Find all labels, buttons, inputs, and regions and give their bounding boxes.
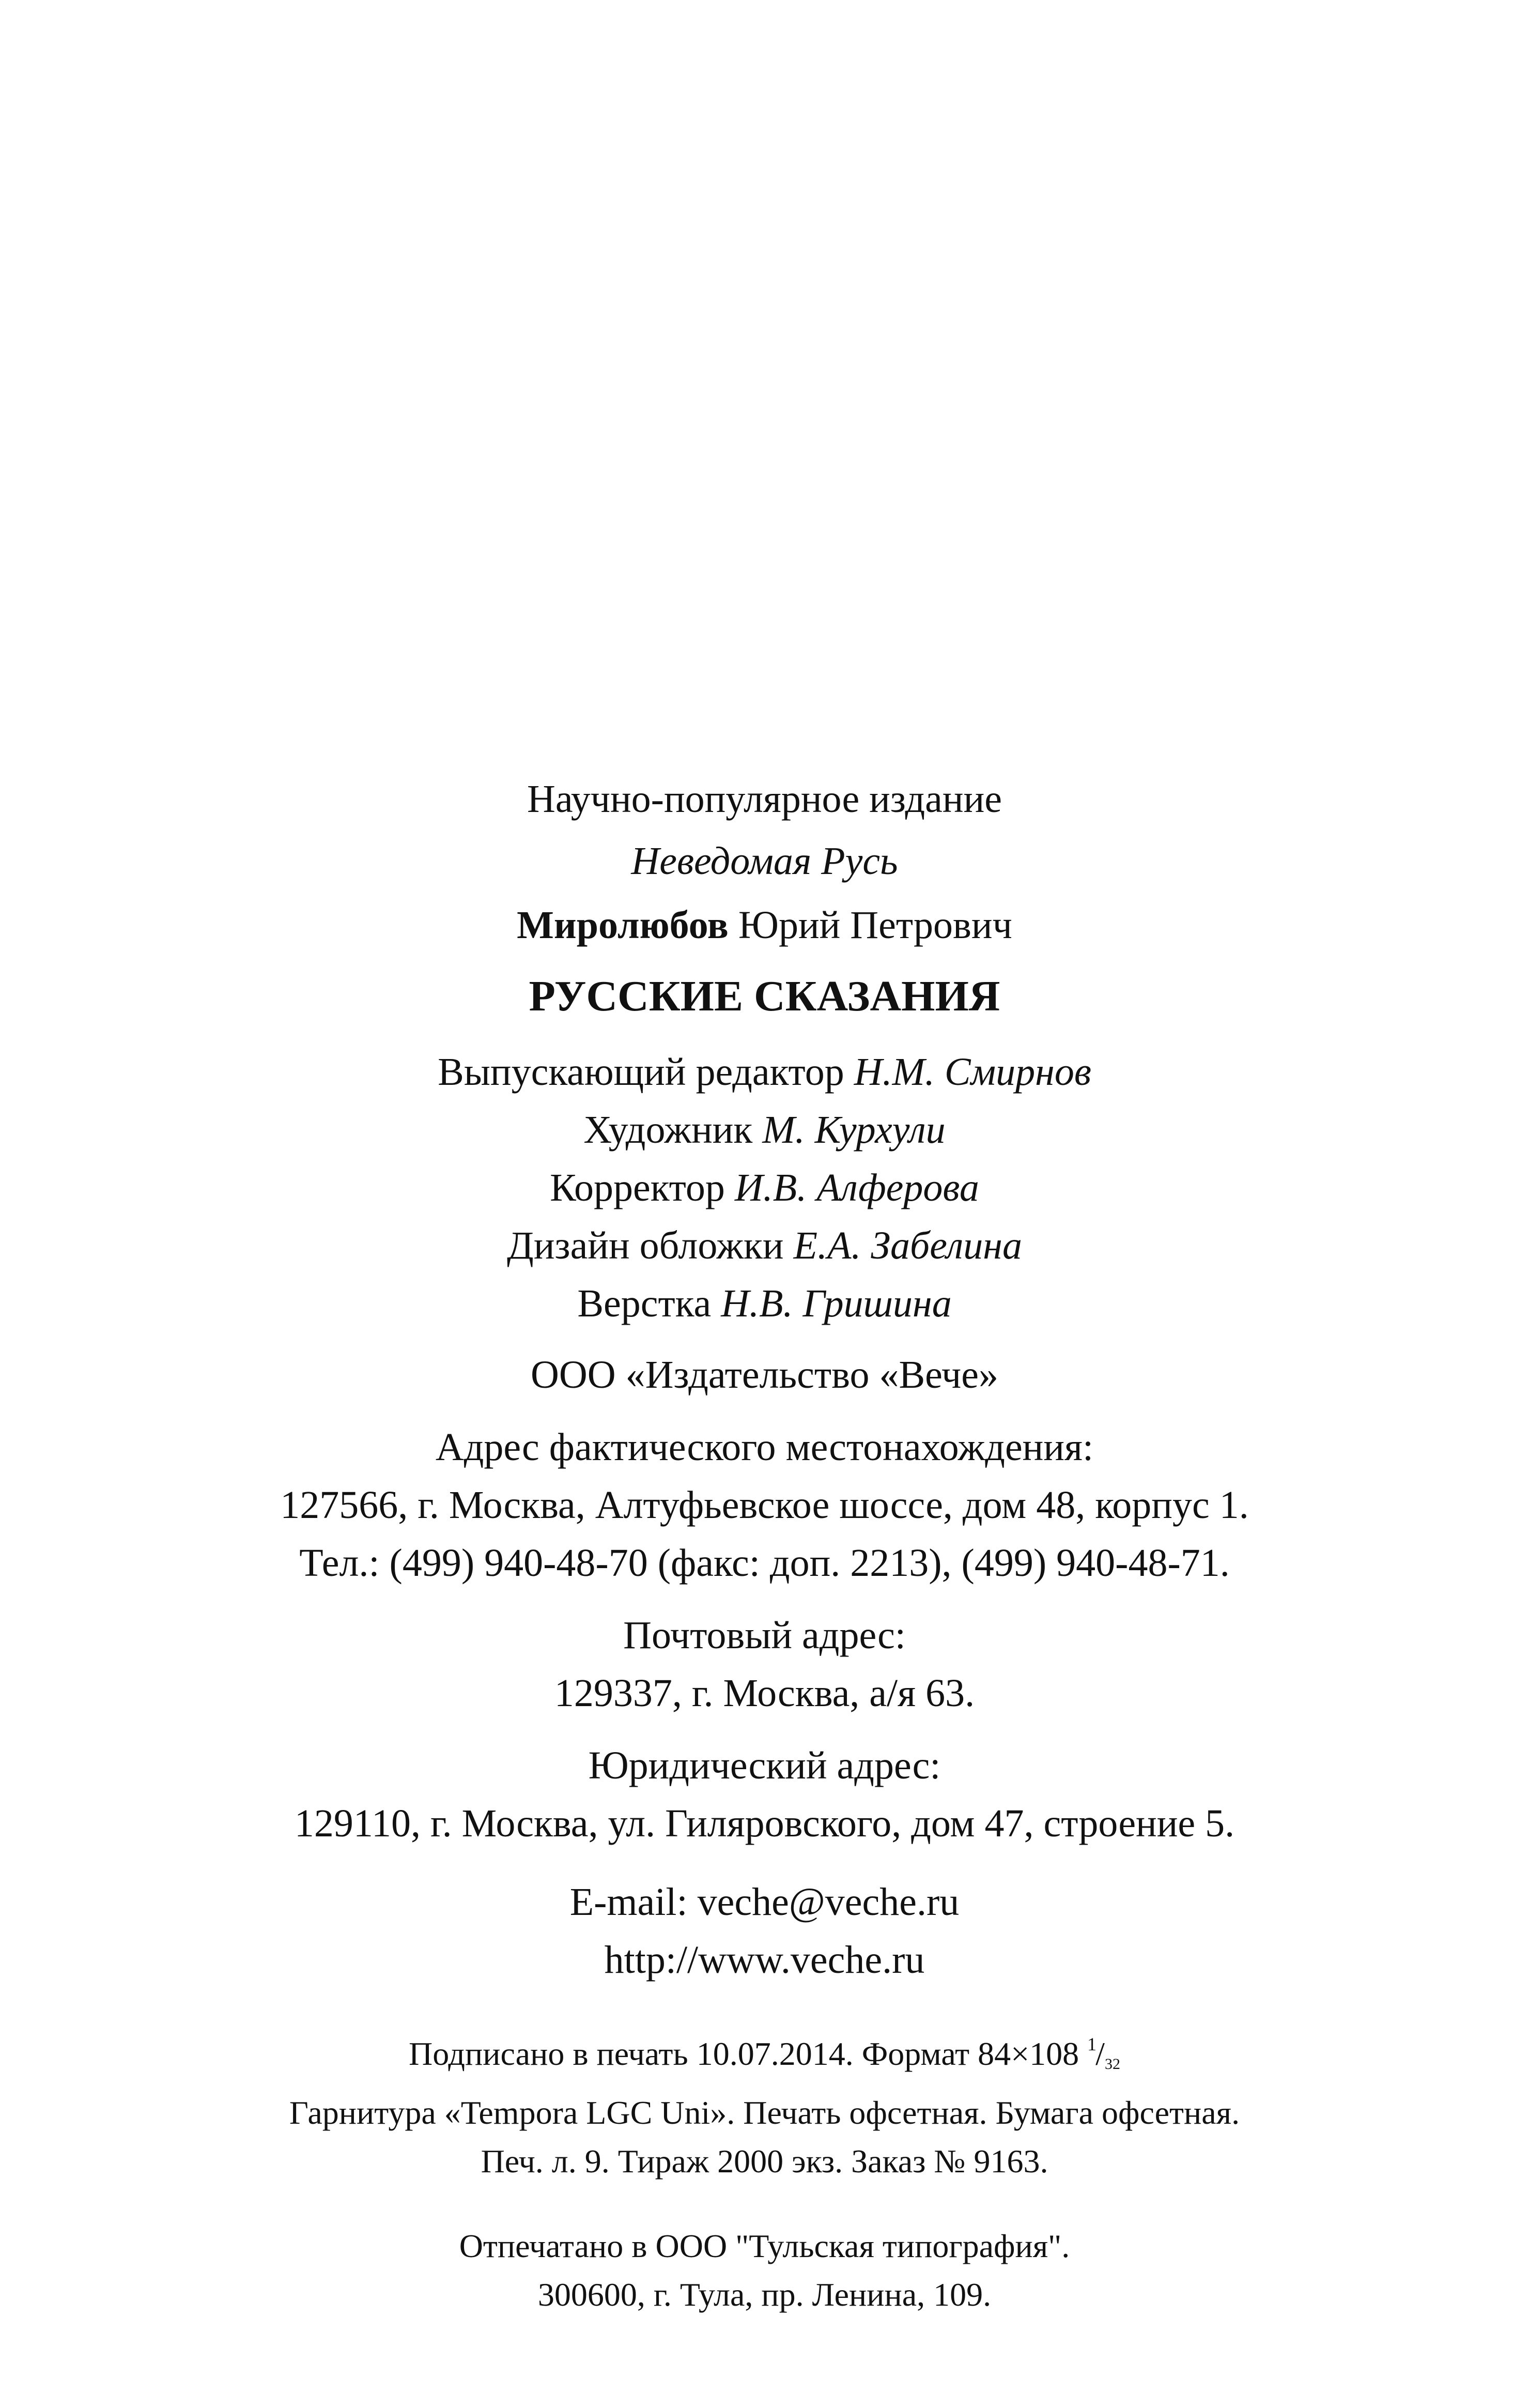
legal-address: 129110, г. Москва, ул. Гиляровского, дом 47, строение 5. (294, 1802, 1235, 1845)
postal-address: 129337, г. Москва, а/я 63. (554, 1671, 975, 1715)
series-name: Неведомая Русь (631, 839, 898, 883)
author-line (0, 896, 1529, 954)
signed-format-text: Подписано в печать 10.07.2014. Формат 84×108 (409, 2035, 1079, 2072)
staff-line (0, 1275, 1529, 1332)
staff-name: М. Курхули (762, 1108, 946, 1152)
staff-role: Художник (583, 1108, 753, 1152)
staff-role: Верстка (577, 1282, 712, 1325)
staff-line (0, 1159, 1529, 1217)
staff-line (0, 1101, 1529, 1159)
printer-name: Отпечатано в ООО "Тульская типография". (459, 2228, 1070, 2264)
actual-address: 127566, г. Москва, Алтуфьевское шоссе, дом 48, корпус 1. (280, 1483, 1249, 1527)
typeface-paper-line: Гарнитура «Tempora LGC Uni». Печать офсетная. Бумага офсетная. (289, 2094, 1240, 2131)
imprint-page (0, 770, 1529, 2319)
printer-address: 300600, г. Тула, пр. Ленина, 109. (537, 2276, 992, 2313)
actual-address-label: Адрес фактического местонахождения: (435, 1425, 1094, 1469)
format-fraction-numerator: 1 (1087, 2034, 1096, 2054)
email-address: E-mail: veche@veche.ru (569, 1880, 960, 1924)
publisher-name: ООО «Издательство «Вече» (531, 1353, 998, 1397)
staff-name: Н.В. Гришина (721, 1282, 952, 1325)
phone-numbers: Тел.: (499) 940-48-70 (факс: доп. 2213), (499) 940-48-71. (299, 1541, 1230, 1585)
book-title: РУССКИЕ СКАЗАНИЯ (529, 972, 1000, 1020)
staff-role: Корректор (550, 1166, 725, 1209)
staff-name: Н.М. Смирнов (854, 1050, 1091, 1094)
staff-line (0, 1043, 1529, 1101)
postal-address-label: Почтовый адрес: (623, 1614, 906, 1657)
staff-line (0, 1217, 1529, 1275)
edition-type: Научно-популярное издание (527, 777, 1002, 821)
staff-role: Дизайн обложки (507, 1224, 784, 1267)
website-url: http://www.veche.ru (604, 1938, 925, 1982)
staff-name: И.В. Алферова (734, 1166, 979, 1209)
staff-name: Е.А. Забелина (793, 1224, 1022, 1267)
format-fraction-denominator: 32 (1104, 2056, 1120, 2073)
staff-role: Выпускающий редактор (438, 1050, 844, 1094)
author-given-names: Юрий Петрович (738, 903, 1012, 947)
signed-format-line: Подписано в печать 10.07.2014. Формат 84×108 $^1/_{32}$ (409, 2034, 1120, 2073)
legal-address-label: Юридический адрес: (588, 1744, 941, 1787)
author-surname: Миролюбов (517, 903, 729, 947)
sheets-run-order-line: Печ. л. 9. Тираж 2000 экз. Заказ № 9163. (481, 2143, 1048, 2180)
